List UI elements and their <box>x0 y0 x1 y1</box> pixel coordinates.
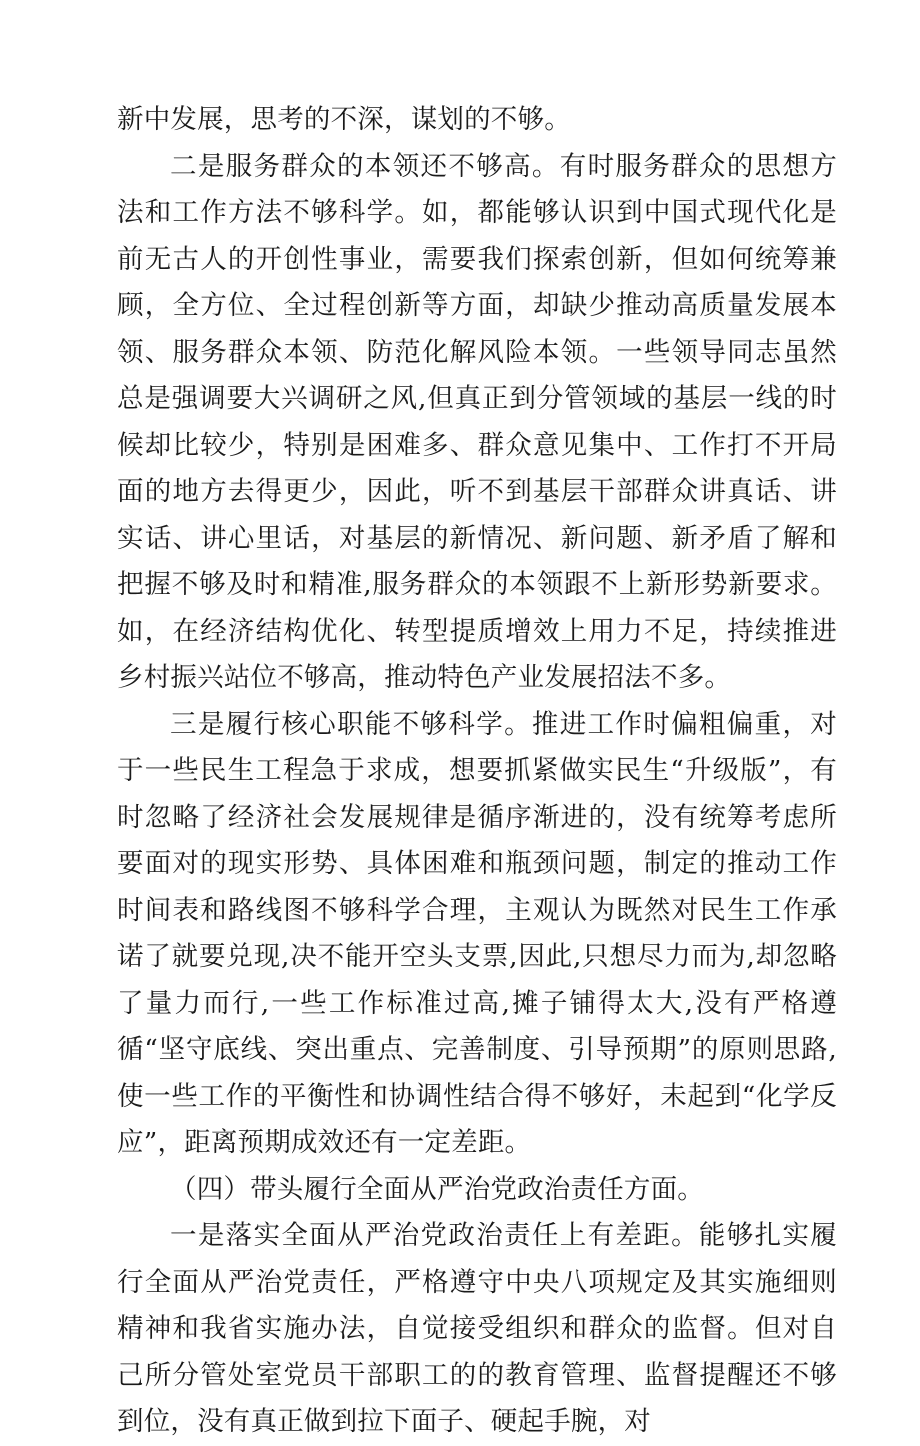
section-heading-four: （四）带头履行全面从严治党政治责任方面。 <box>170 1173 704 1205</box>
paragraph-continuation: 新中发展，思考的不深，谋划的不够。 <box>117 104 571 135</box>
paragraph-point-two: 二是服务群众的本领还不够高。有时服务群众的思想方法和工作方法不够科学。如，都能够认识到中国式现代化是前无古人的开创性事业，需要我们探索创新，但如何统筹兼顾，全方位、全过程创新等方面，却缺少推动高质量发展本领、服务群众本领、防范化解风险本领。一些领导同志虽然总是强调要大兴调研之风,但真正到分管领域的基层一线的时候却比较少，特别是困难多、群众意见集中、工作打不开局面的地方去得更少，因此，听不到基层干部群众讲真话、讲实话、讲心里话，对基层的新情况、新问题、新矛盾了解和把握不够及时和精准,服务群众的本领跟不上新形势新要求。如，在经济结构优化、转型提质增效上用力不足，持续推进乡村振兴站位不够高，推动特色产业发展招法不多。 <box>117 150 837 693</box>
paragraph-point-three: 三是履行核心职能不够科学。推进工作时偏粗偏重，对于一些民生工程急于求成，想要抓紧做实民生“升级版”，有时忽略了经济社会发展规律是循序渐进的，没有统筹考虑所要面对的现实形势、具体困难和瓶颈问题，制定的推动工作时间表和路线图不够科学合理，主观认为既然对民生工作承诺了就要兑现,决不能开空头支票,因此,只想尽力而为,却忽略了量力而行,一些工作标准过高,摊子铺得太大,没有严格遵循“坚守底线、突出重点、完善制度、引导预期”的原则思路,使一些工作的平衡性和协调性结合得不够好，未起到“化学反应”，距离预期成效还有一定差距。 <box>117 708 837 1158</box>
document-body <box>117 97 837 1446</box>
paragraph-point-one: 一是落实全面从严治党政治责任上有差距。能够扎实履行全面从严治党责任，严格遵守中央八项规定及其实施细则精神和我省实施办法，自觉接受组织和群众的监督。但对自己所分管处室党员干部职工的的教育管理、监督提醒还不够到位，没有真正做到拉下面子、硬起手腕，对 <box>117 1220 837 1437</box>
